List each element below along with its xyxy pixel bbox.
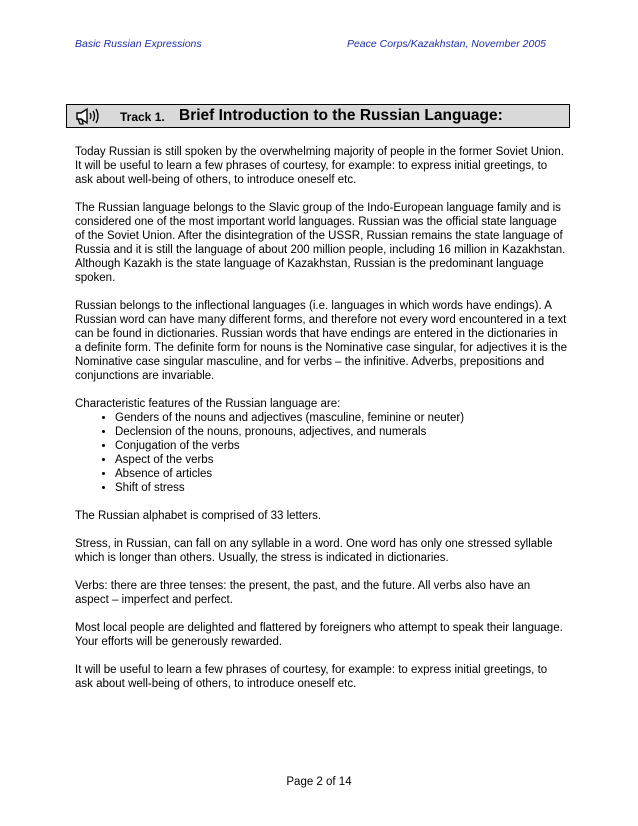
paragraph-locals: Most local people are delighted and flattered by foreigners who attempt to speak their language. Your efforts will be generously rewarded. [75,622,563,648]
paragraph-verbs: Verbs: there are three tenses: the present, the past, and the future. All verbs also have an aspect – imperfect and perfect. [75,580,531,606]
paragraph-features-intro: Characteristic features of the Russian language are: [75,398,341,410]
list-item: • Conjugation of the verbs [115,439,567,453]
page-number: Page 2 of 14 [286,776,352,788]
list-item: • Absence of articles [115,467,567,481]
track-heading-box [66,104,570,128]
features-list [75,411,567,495]
list-item: • Genders of the nouns and adjectives (masculine, feminine or neuter) [115,411,567,425]
body-text [75,145,567,705]
list-item: • Shift of stress [115,481,567,495]
paragraph-courtesy: It will be useful to learn a few phrases of courtesy, for example: to express initial greetings, to ask about well-being of others, to introduce oneself etc. [75,664,548,690]
paragraph-slavic-group: The Russian language belongs to the Slavic group of the Indo-European language family and is considered one of the most important world languages. Russian was the official state language of the Soviet Union. After the disintegration of the USSR, Russian remains the state language of Russia and it is still the language of about 200 million people, including 16 million in Kazakhstan. Although Kazakh is the state language of Kazakhstan, Russian is the predominant language spoken. [75,202,566,284]
speaker-icon[interactable] [75,107,101,125]
header-doc-title: Basic Russian Expressions [75,38,202,50]
list-item: • Declension of the nouns, pronouns, adjectives, and numerals [115,425,567,439]
paragraph-inflectional: Russian belongs to the inflectional languages (i.e. languages in which words have endings). A Russian word can have many different forms, and therefore not every word encountered in a text can be found in dictionaries. Russian words that have endings are entered in the dictionaries in a definite form. The definite form for nouns is the Nominative case singular, for adjectives it is the Nominative case singular masculine, and for verbs – the infinitive. Adverbs, prepositions and conjunctions are invariable. [75,300,567,382]
header-doc-source: Peace Corps/Kazakhstan, November 2005 [346,38,546,50]
list-item: • Aspect of the verbs [115,453,567,467]
track-number: Track 1. [120,110,165,124]
paragraph-stress: Stress, in Russian, can fall on any syllable in a word. One word has only one stressed syllable which is longer than others. Usually, the stress is indicated in dictionaries. [75,538,553,564]
paragraph-intro: Today Russian is still spoken by the overwhelming majority of people in the former Soviet Union. It will be useful to learn a few phrases of courtesy, for example: to express initial greetings, to ask about well-being of others, to introduce oneself etc. [75,146,564,186]
paragraph-alphabet: The Russian alphabet is comprised of 33 letters. [75,510,322,522]
section-title: Brief Introduction to the Russian Language: [179,107,503,124]
